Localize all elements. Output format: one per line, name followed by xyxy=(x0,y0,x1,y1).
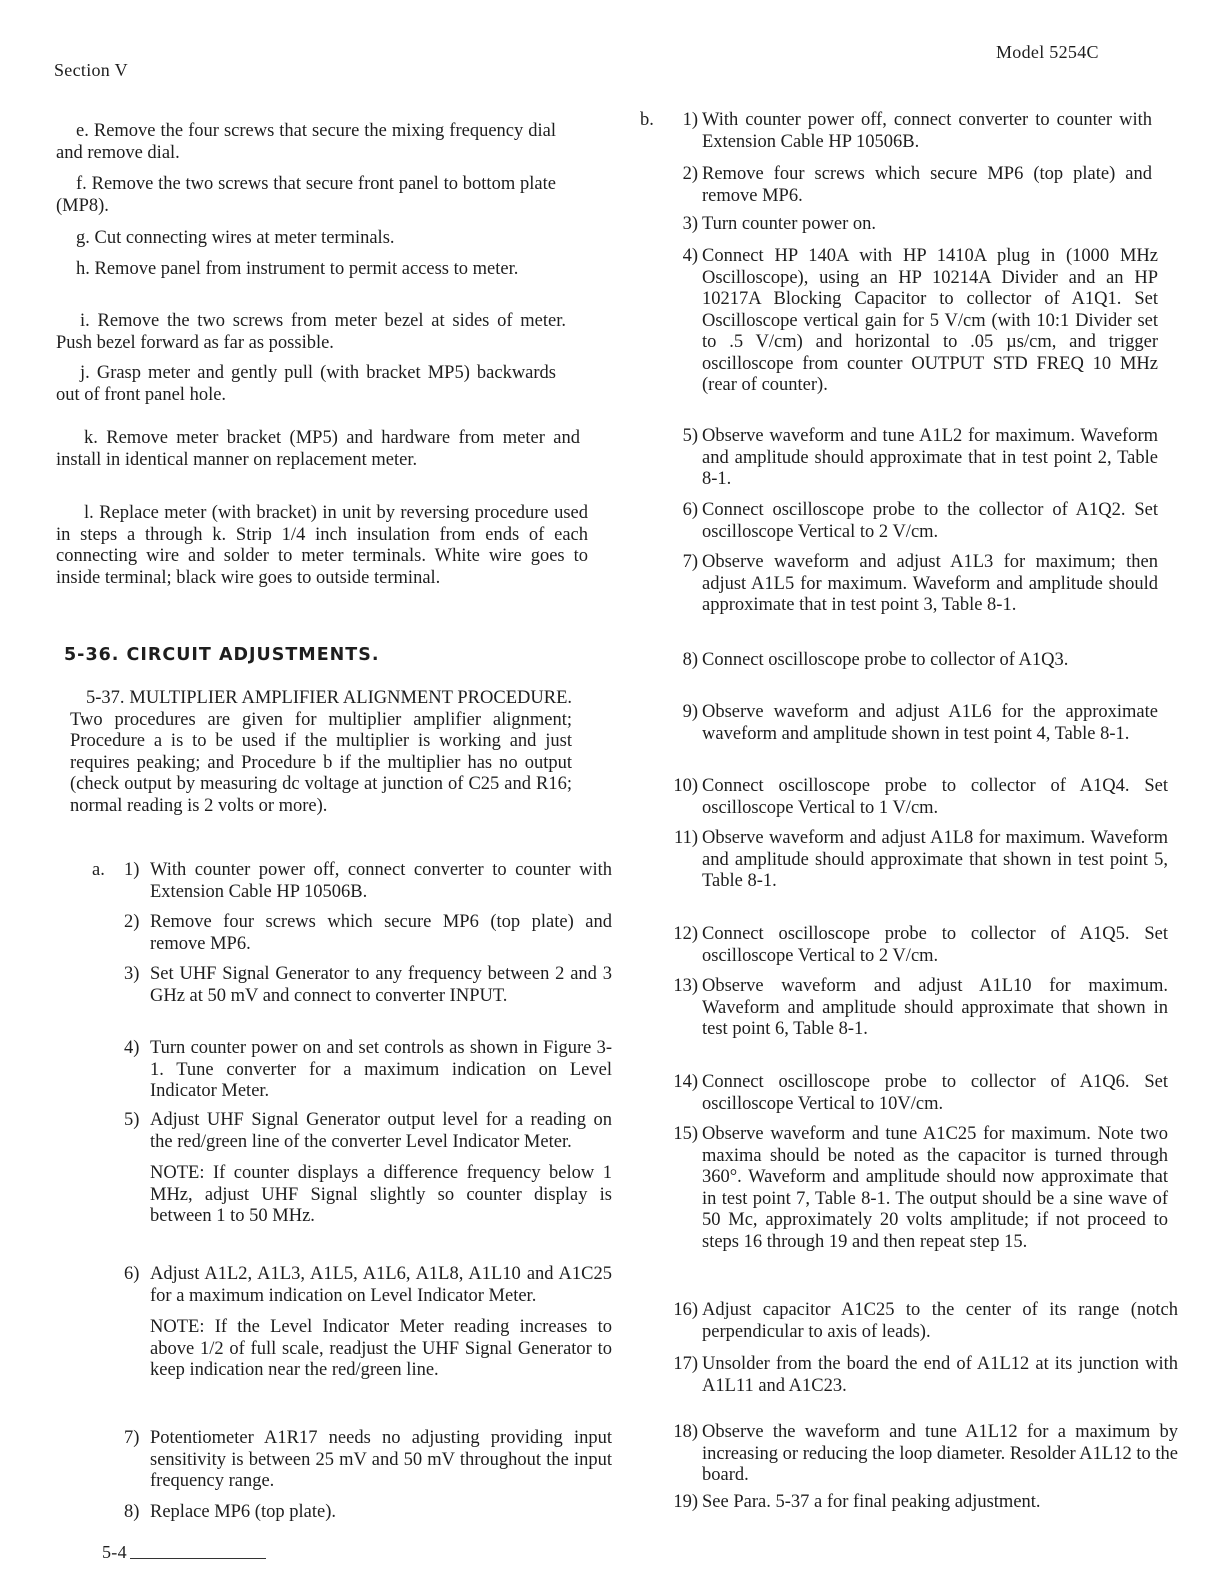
page-number: 5-4 xyxy=(102,1542,127,1562)
step-label: l. xyxy=(84,503,94,523)
proc-b-step-16 xyxy=(670,1300,1178,1343)
step-text: Observe waveform and tune A1L2 for maximum. Waveform and amplitude should approximate that in test point 2, Table 8-1. xyxy=(702,426,1158,489)
step-label: i. xyxy=(80,311,90,331)
step-text: Remove four screws which secure MP6 (top plate) and remove MP6. xyxy=(150,912,612,954)
proc-a-step-1 xyxy=(124,860,612,903)
step-label: j. xyxy=(80,363,90,383)
step-number: 7) xyxy=(124,1428,140,1448)
step-h xyxy=(56,259,566,281)
proc-b-step-2 xyxy=(670,164,1152,207)
step-number: 12) xyxy=(673,924,698,944)
step-text: Observe waveform and adjust A1L10 for maximum. Waveform and amplitude should approximate that shown in test point 6, Table 8-1. xyxy=(702,976,1168,1039)
proc-b-step-13 xyxy=(670,976,1168,1041)
step-k xyxy=(56,428,580,471)
step-number: 11) xyxy=(674,828,698,848)
step-i xyxy=(56,311,566,354)
step-number: 5) xyxy=(682,426,698,446)
step-text: With counter power off, connect converter to counter with Extension Cable HP 10506B. xyxy=(150,860,612,902)
proc-b-step-3 xyxy=(670,214,1152,236)
proc-b-step-18 xyxy=(670,1422,1178,1487)
step-number: 13) xyxy=(673,976,698,996)
step-number: 1) xyxy=(124,860,140,880)
step-label: g. xyxy=(76,228,90,248)
proc-b-step-9 xyxy=(670,702,1158,745)
step-text: Adjust capacitor A1C25 to the center of its range (notch perpendicular to axis of leads). xyxy=(702,1300,1178,1342)
proc-b-step-15 xyxy=(670,1124,1168,1253)
step-label: e. xyxy=(76,121,89,141)
step-number: 8) xyxy=(124,1502,140,1522)
step-text: Unsolder from the board the end of A1L12 at its junction with A1L11 and A1C23. xyxy=(702,1354,1178,1396)
step-number: 2) xyxy=(124,912,140,932)
step-text: Observe waveform and adjust A1L8 for maximum. Waveform and amplitude should approximate that shown in test point 5, Table 8-1. xyxy=(702,828,1168,891)
proc-b-step-7 xyxy=(670,552,1158,617)
step-text: Cut connecting wires at meter terminals. xyxy=(94,228,395,248)
step-label: h. xyxy=(76,259,90,279)
step-text: Replace MP6 (top plate). xyxy=(150,1502,336,1522)
note-6: NOTE: If the Level Indicator Meter reading increases to above 1/2 of full scale, readjust the UHF Signal Generator to keep indication near the red/green line. xyxy=(150,1317,612,1380)
step-text: Connect oscilloscope probe to collector of A1Q3. xyxy=(702,650,1069,670)
proc-a-step-8 xyxy=(124,1502,612,1524)
step-text: Replace meter (with bracket) in unit by reversing procedure used in steps a through k. Strip 1/4 inch insulation from ends of each connecting wire and solder to meter terminals. White wire goes to inside terminal; black wire goes to outside terminal. xyxy=(56,503,588,588)
step-number: 16) xyxy=(673,1300,698,1320)
step-text: Observe waveform and tune A1C25 for maximum. Note two maxima should be noted as the capacitor is turned through 360°. Waveform and amplitude should now approximate that in test point 7, Table 8-1. The output should be a sine wave of 50 Mc, approximately 20 volts amplitude; if not proceed to steps 16 through 19 and then repeat step 15. xyxy=(702,1124,1168,1252)
proc-b-step-8 xyxy=(670,650,1158,672)
step-text: Observe waveform and adjust A1L3 for maximum; then adjust A1L5 for maximum. Waveform and amplitude should approximate that in test point 3, Table 8-1. xyxy=(702,552,1158,615)
step-j xyxy=(56,363,556,406)
proc-a-step-5 xyxy=(124,1110,612,1228)
step-text: Connect oscilloscope probe to collector of A1Q6. Set oscilloscope Vertical to 10V/cm. xyxy=(702,1072,1168,1114)
proc-a-step-6 xyxy=(124,1264,612,1382)
step-text: See Para. 5-37 a for final peaking adjustment. xyxy=(702,1492,1041,1512)
step-text: Turn counter power on and set controls as shown in Figure 3-1. Tune converter for a maximum indication on Level Indicator Meter. xyxy=(150,1038,612,1101)
step-number: 6) xyxy=(124,1264,140,1284)
step-number: 4) xyxy=(682,246,698,266)
step-number: 9) xyxy=(682,702,698,722)
step-text: Remove the two screws from meter bezel at sides of meter. Push bezel forward as far as possible. xyxy=(56,311,567,353)
step-e xyxy=(56,121,556,164)
step-text: Connect HP 140A with HP 1410A plug in (1000 MHz Oscilloscope), using an HP 10214A Divider and an HP 10217A Blocking Capacitor to collector of A1Q1. Set Oscilloscope vertical gain for 5 V/cm (with 10:1 Divider set to .5 V/cm) and horizontal to .05 µs/cm, and trigger oscilloscope from counter OUTPUT STD FREQ 10 MHz (rear of counter). xyxy=(702,246,1158,395)
step-text: Remove the four screws that secure the mixing frequency dial and remove dial. xyxy=(56,121,557,163)
step-text: Observe waveform and adjust A1L6 for the approximate waveform and amplitude shown in test point 4, Table 8-1. xyxy=(702,702,1158,744)
proc-b-step-4 xyxy=(670,246,1158,397)
proc-b-step-10 xyxy=(670,776,1168,819)
model-label: Model 5254C xyxy=(996,42,1099,62)
step-number: 10) xyxy=(673,776,698,796)
step-number: 3) xyxy=(124,964,140,984)
procedure-b-label: b. xyxy=(640,110,654,130)
step-text: Connect oscilloscope probe to collector of A1Q4. Set oscilloscope Vertical to 1 V/cm. xyxy=(702,776,1168,818)
step-number: 18) xyxy=(673,1422,698,1442)
proc-a-step-3 xyxy=(124,964,612,1007)
step-text: Grasp meter and gently pull (with bracket MP5) backwards out of front panel hole. xyxy=(56,363,557,405)
step-number: 3) xyxy=(682,214,698,234)
step-number: 4) xyxy=(124,1038,140,1058)
proc-b-step-5 xyxy=(670,426,1158,491)
section-label: Section V xyxy=(54,60,128,80)
proc-a-step-4 xyxy=(124,1038,612,1103)
paragraph-5-37: 5-37. MULTIPLIER AMPLIFIER ALIGNMENT PROCEDURE. Two procedures are given for multiplier amplifier alignment; Procedure a is to be used if the multiplier is working and just requires peaking; and Procedure b if the multiplier has no output (check output by measuring dc voltage at junction of C25 and R16; normal reading is 2 volts or more). xyxy=(70,688,572,816)
proc-b-step-17 xyxy=(670,1354,1178,1397)
step-text: Remove four screws which secure MP6 (top plate) and remove MP6. xyxy=(702,164,1152,206)
proc-b-step-1 xyxy=(670,110,1152,153)
note-5: NOTE: If counter displays a difference frequency below 1 MHz, adjust UHF Signal slightly so counter display is between 1 to 50 MHz. xyxy=(150,1163,612,1226)
step-label: k. xyxy=(84,428,98,448)
step-text: Observe the waveform and tune A1L12 for a maximum by increasing or reducing the loop diameter. Resolder A1L12 to the board. xyxy=(702,1422,1178,1485)
step-number: 14) xyxy=(673,1072,698,1092)
step-number: 17) xyxy=(673,1354,698,1374)
proc-b-step-11 xyxy=(670,828,1168,893)
step-number: 8) xyxy=(682,650,698,670)
step-label: f. xyxy=(76,174,87,194)
step-number: 15) xyxy=(673,1124,698,1144)
step-text: Turn counter power on. xyxy=(702,214,877,234)
step-text: With counter power off, connect converter to counter with Extension Cable HP 10506B. xyxy=(702,110,1152,152)
step-number: 1) xyxy=(682,110,698,130)
step-text: Remove the two screws that secure front panel to bottom plate (MP8). xyxy=(56,174,556,216)
proc-b-step-12 xyxy=(670,924,1168,967)
step-text: Potentiometer A1R17 needs no adjusting providing input sensitivity is between 25 mV and 50 mV throughout the input frequency range. xyxy=(150,1428,612,1491)
step-g xyxy=(56,228,556,250)
step-number: 2) xyxy=(682,164,698,184)
proc-b-step-19 xyxy=(670,1492,1178,1514)
step-number: 6) xyxy=(682,500,698,520)
step-number: 5) xyxy=(124,1110,140,1130)
step-text: Remove panel from instrument to permit access to meter. xyxy=(94,259,519,279)
step-text: Remove meter bracket (MP5) and hardware from meter and install in identical manner on replacement meter. xyxy=(56,428,580,470)
step-number: 7) xyxy=(682,552,698,572)
section-heading: 5-36. CIRCUIT ADJUSTMENTS. xyxy=(64,645,380,665)
proc-a-step-7 xyxy=(124,1428,612,1493)
step-l xyxy=(56,503,588,589)
step-text: Connect oscilloscope probe to the collector of A1Q2. Set oscilloscope Vertical to 2 V/cm. xyxy=(702,500,1158,542)
proc-a-step-2 xyxy=(124,912,612,955)
step-text: Set UHF Signal Generator to any frequency between 2 and 3 GHz at 50 mV and connect to converter INPUT. xyxy=(150,964,612,1006)
step-text: Adjust UHF Signal Generator output level for a reading on the red/green line of the converter Level Indicator Meter. xyxy=(150,1110,612,1152)
step-number: 19) xyxy=(673,1492,698,1512)
procedure-a-label: a. xyxy=(92,860,105,880)
step-text: Adjust A1L2, A1L3, A1L5, A1L6, A1L8, A1L10 and A1C25 for a maximum indication on Level Indicator Meter. xyxy=(150,1264,612,1306)
proc-b-step-6 xyxy=(670,500,1158,543)
step-text: Connect oscilloscope probe to collector of A1Q5. Set oscilloscope Vertical to 2 V/cm. xyxy=(702,924,1168,966)
footer-rule xyxy=(130,1558,266,1559)
step-f xyxy=(56,174,556,217)
proc-b-step-14 xyxy=(670,1072,1168,1115)
